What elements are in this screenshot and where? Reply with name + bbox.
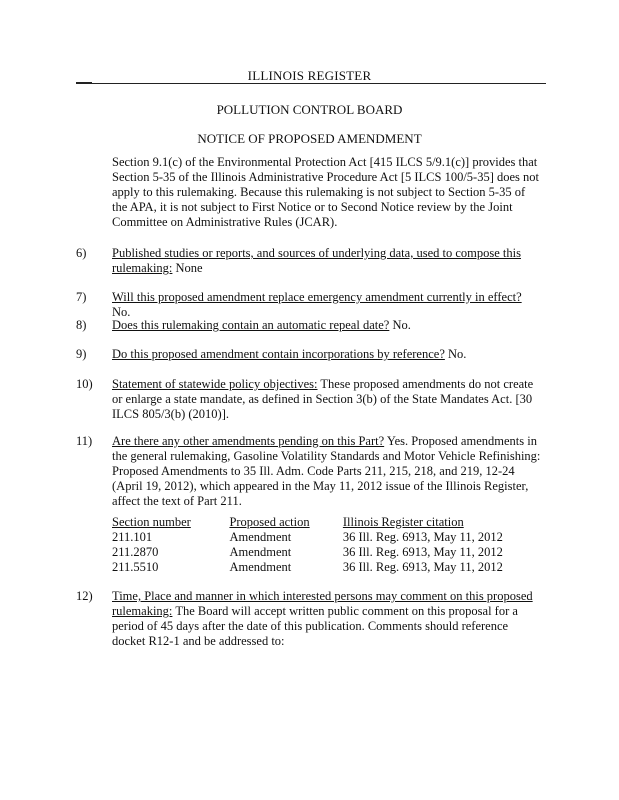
table-cell: 36 Ill. Reg. 6913, May 11, 2012 <box>342 560 503 574</box>
item-lead: Will this proposed amendment replace emergency amendment currently in effect? <box>112 290 522 304</box>
item-7 <box>76 290 542 320</box>
item-lead: Are there any other amendments pending on this Part? <box>112 434 385 448</box>
register-title: ILLINOIS REGISTER <box>247 68 372 83</box>
item-lead: Do this proposed amendment contain incorporations by reference? <box>112 347 445 361</box>
table-row <box>112 560 532 575</box>
pending-amendments-table <box>112 515 532 575</box>
item-rest: No. <box>392 318 411 332</box>
item-number: 9) <box>76 347 87 361</box>
table-header-cell: Section number <box>112 515 191 529</box>
table-header-row <box>112 515 532 530</box>
item-number: 6) <box>76 246 87 260</box>
item-number: 11) <box>76 434 93 448</box>
item-rest: These proposed amendments do not create or enlarge a state mandate, as defined in Section 3(b) of the State Mandates Act. [30 ILCS 805/3(b) (2010)]. <box>112 377 534 421</box>
table-cell: Amendment <box>229 545 292 559</box>
item-10 <box>76 377 542 422</box>
item-rest: Yes. Proposed amendments in the general rulemaking, Gasoline Volatility Standards and Motor Vehicle Refinishing: Proposed Amendments to 35 Ill. Adm. Code Parts 211, 215, 218, and 219, 12-24 (April 19, 2012), which appeared in the May 11, 2012 issue of the Illinois Register, affect the text of Part 211. <box>112 434 541 508</box>
table-row <box>112 545 532 560</box>
item-number: 10) <box>76 377 93 391</box>
table-cell: Amendment <box>229 530 292 544</box>
table-cell: Amendment <box>229 560 292 574</box>
item-rest: No. <box>448 347 467 361</box>
table-header-cell: Illinois Register citation <box>342 515 464 529</box>
item-lead: Time, Place and manner in which interested persons may comment on this proposed rulemaking: <box>112 589 533 618</box>
item-number: 12) <box>76 589 93 603</box>
item-rest: No. <box>112 305 131 319</box>
table-row <box>112 530 532 545</box>
agency-title: POLLUTION CONTROL BOARD <box>216 102 403 117</box>
item-11 <box>76 434 542 509</box>
header-rule <box>76 83 546 84</box>
intro-paragraph: Section 9.1(c) of the Environmental Protection Act [415 ILCS 5/9.1(c)] provides that Section 5-35 of the Illinois Administrative Procedure Act [5 ILCS 100/5-35] does not apply to this rulemaking. Because this rulemaking is not subject to Section 5-35 of the APA, it is not subject to First Notice or to Second Notice review by the Joint Committee on Administrative Rules (JCAR). <box>112 155 540 229</box>
item-lead: Does this rulemaking contain an automatic repeal date? <box>112 318 390 332</box>
item-rest: None <box>175 261 203 275</box>
item-number: 7) <box>76 290 87 304</box>
item-12 <box>76 589 542 649</box>
table-cell: 211.101 <box>112 530 153 544</box>
table-cell: 211.2870 <box>112 545 159 559</box>
item-6 <box>76 246 542 276</box>
notice-title: NOTICE OF PROPOSED AMENDMENT <box>197 131 422 146</box>
item-rest: The Board will accept written public comment on this proposal for a period of 45 days after the date of this publication. Comments should reference docket R12-1 and be addressed to: <box>112 604 518 648</box>
item-lead: Statement of statewide policy objectives: <box>112 377 318 391</box>
item-9 <box>76 347 542 362</box>
table-cell: 36 Ill. Reg. 6913, May 11, 2012 <box>342 545 503 559</box>
table-cell: 211.5510 <box>112 560 159 574</box>
item-8 <box>76 318 542 333</box>
item-number: 8) <box>76 318 87 332</box>
item-lead: Published studies or reports, and sources of underlying data, used to compose this rulemaking: <box>112 246 521 275</box>
table-cell: 36 Ill. Reg. 6913, May 11, 2012 <box>342 530 503 544</box>
table-header-cell: Proposed action <box>229 515 310 529</box>
